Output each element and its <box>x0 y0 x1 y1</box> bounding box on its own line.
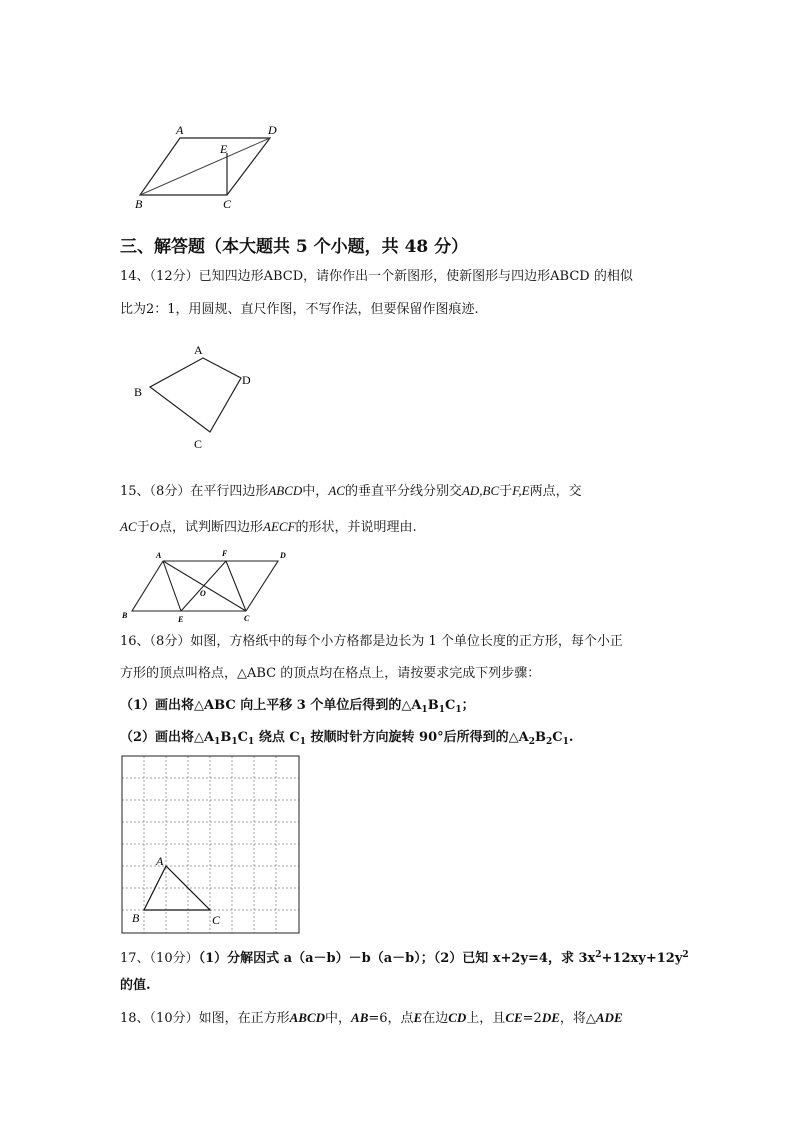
q18-math: ABCD <box>289 1010 326 1025</box>
subscript: 1 <box>231 737 238 747</box>
q15-text: 在平行四边形 <box>190 484 269 499</box>
q18-text: 如图，在正方形 <box>198 1011 290 1026</box>
q16-step1 <box>120 697 475 719</box>
superscript: 2 <box>595 950 602 960</box>
q16-step2-text: C <box>237 730 249 745</box>
q18-text: =6，点 <box>368 1011 414 1026</box>
q15-text: 两点，交 <box>529 484 582 499</box>
q16-text: 如图，方格纸中的每个小方格都是边长为 1 个单位长度的正方形，每个小正 <box>190 634 623 649</box>
label-F: F <box>222 549 228 558</box>
q16-step1-text: ； <box>461 698 475 713</box>
q15-line2 <box>120 518 417 537</box>
q15-line1 <box>120 482 582 501</box>
q17-line1 <box>120 946 689 968</box>
subscript: 1 <box>455 705 462 715</box>
q15-text: 中， <box>302 484 329 499</box>
q15-math: ABCD <box>268 483 303 498</box>
subscript: 1 <box>562 737 569 747</box>
q16-number: 16、（8分） <box>120 634 191 649</box>
q16-step2-text: C <box>552 730 563 745</box>
q14-text1: 已知四边形ABCD，请你作出一个新图形，使新图形与四边形ABCD 的相似 <box>198 269 633 284</box>
label-C: C <box>194 437 203 451</box>
subscript: 1 <box>421 705 428 715</box>
q16-step2-text: 绕点 C <box>254 730 300 745</box>
q18-line1 <box>120 1009 623 1028</box>
q18-math: ADE <box>595 1010 623 1025</box>
label-A: A <box>176 123 184 137</box>
label-C: C <box>223 197 232 211</box>
q14-line1 <box>120 268 633 286</box>
q18-text: =2 <box>522 1011 542 1026</box>
q16-line2: 方形的顶点叫格点，△ABC 的顶点均在格点上，请按要求完成下列步骤： <box>120 666 541 681</box>
q18-math: E <box>413 1010 423 1025</box>
label-A: A <box>156 854 164 868</box>
q18-math: AB <box>351 1010 369 1025</box>
q17-text: +12xy+12y <box>601 951 683 966</box>
label-B: B <box>135 197 143 211</box>
label-D: D <box>268 123 277 137</box>
q16-step2-text: （2）画出将△A <box>120 730 215 745</box>
q16-step2 <box>120 729 573 751</box>
q14-line2: 比为2：1，用圆规、直尺作图，不写作法，但要保留作图痕迹. <box>120 302 479 317</box>
q15-math: AECF <box>263 519 296 534</box>
q15-number: 15、（8分） <box>120 484 191 499</box>
q16-step2-text: . <box>568 730 574 745</box>
q16-line1 <box>120 633 623 651</box>
q16-step1-text: （1）画出将△ABC 向上平移 3 个单位后得到的△A <box>120 698 422 713</box>
q16-step2-text: 按顺时针方向旋转 90°后所得到的△A <box>305 730 529 745</box>
q18-text: 中， <box>325 1011 352 1026</box>
q14-number: 14、（12分） <box>120 269 199 284</box>
q16-step2-text: B <box>534 730 546 745</box>
q18-number: 18、（10分） <box>120 1011 199 1026</box>
q15-math: AC <box>120 519 137 534</box>
label-A: A <box>156 551 162 560</box>
q17-line2: 的值. <box>120 978 151 993</box>
quadrilateral-figure <box>128 340 268 455</box>
label-C: C <box>244 614 250 623</box>
label-C: C <box>212 913 221 927</box>
q17-text: （1）分解因式 a（a－b）－b（a－b）；（2）已知 x+2y=4，求 3x <box>198 951 596 966</box>
subscript: 2 <box>545 737 553 747</box>
q16-step2-text: B <box>220 730 232 745</box>
label-B: B <box>122 611 128 620</box>
subscript: 1 <box>438 705 445 715</box>
subscript: 1 <box>214 737 221 747</box>
q18-text: ，将△ <box>559 1011 596 1026</box>
q15-text: 的形状，并说明理由. <box>295 520 417 535</box>
q15-math: AC <box>328 483 345 498</box>
q15-math: AD,BC <box>461 483 500 498</box>
q18-text: 上，且 <box>466 1011 506 1026</box>
q18-math: CE <box>505 1010 523 1025</box>
parallelogram-figure-q15 <box>118 546 298 626</box>
parallelogram-figure-top <box>130 120 290 215</box>
label-E: E <box>178 615 184 624</box>
grid-figure <box>120 754 304 936</box>
q15-text: 于 <box>136 520 150 535</box>
label-D: D <box>280 551 286 560</box>
label-O: O <box>200 589 206 598</box>
superscript: 2 <box>682 950 689 960</box>
q15-math: O <box>149 519 160 534</box>
q15-math: F,E <box>512 483 530 498</box>
q16-step1-text: C <box>444 698 456 713</box>
q15-text: 的垂直平分线分别交 <box>344 484 462 499</box>
q16-step1-text: B <box>427 698 439 713</box>
label-B: B <box>132 911 140 925</box>
label-A: A <box>194 343 203 357</box>
subscript: 2 <box>528 737 535 747</box>
q17-number: 17、（10分） <box>120 951 199 966</box>
q18-text: 在边 <box>422 1011 449 1026</box>
section-title: 三、解答题（本大题共 5 个小题，共 48 分） <box>120 237 469 257</box>
subscript: 1 <box>248 737 255 747</box>
label-D: D <box>242 373 251 387</box>
label-E: E <box>220 142 228 156</box>
subscript: 1 <box>299 737 306 747</box>
q15-text: 于 <box>499 484 513 499</box>
q18-math: CD <box>448 1010 467 1025</box>
label-B: B <box>134 385 143 399</box>
q18-math: DE <box>541 1010 560 1025</box>
q15-text: 点，试判断四边形 <box>159 520 264 535</box>
